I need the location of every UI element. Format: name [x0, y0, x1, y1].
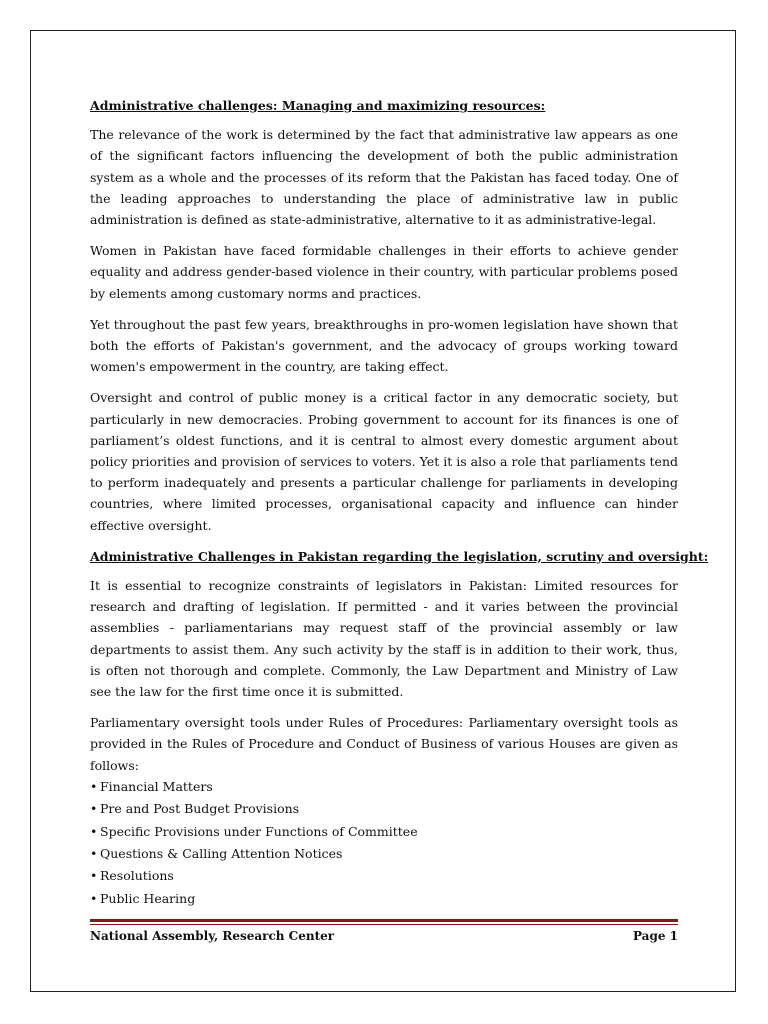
list-item: [90, 798, 678, 819]
list-item: [90, 821, 678, 842]
list-item-text: Specific Provisions under Functions of Committee: [100, 823, 418, 839]
section-heading-resources: Administrative challenges: Managing and maximizing resources:: [90, 98, 546, 113]
section-heading-legislation: Administrative Challenges in Pakistan regarding the legislation, scrutiny and oversight:: [90, 548, 709, 564]
list-item: [90, 776, 678, 797]
oversight-tools-list: [90, 776, 678, 909]
paragraph-relevance: The relevance of the work is determined by the fact that administrative law appears as one of the significant factors influencing the development of both the public administration system as a whole and the processes of its reform that the Pakistan has faced today. One of the leading approaches to understanding the place of administrative law in public administration is defined as state-administrative, alternative to it as administrative-legal.: [90, 127, 678, 228]
footer-rule: [90, 919, 678, 922]
paragraph-women-challenges: Women in Pakistan have faced formidable challenges in their efforts to achieve gender equality and address gender-based violence in their country, with particular problems posed by elements among customary norms and practices.: [90, 243, 678, 301]
bullet-glyph: •: [90, 846, 98, 862]
footer-organization: National Assembly, Research Center: [90, 929, 335, 943]
bullet-glyph: •: [90, 801, 98, 817]
footer-rule-thin: [90, 924, 678, 925]
list-item-text: Questions & Calling Attention Notices: [100, 846, 343, 862]
list-item-text: Financial Matters: [100, 778, 213, 794]
list-item: [90, 865, 678, 886]
list-item: [90, 888, 678, 909]
paragraph-breakthroughs: Yet throughout the past few years, breakthroughs in pro-women legislation have shown that both the efforts of Pakistan's government, and the advocacy of groups working toward women's empowerment in the country, are taking effect.: [90, 316, 678, 375]
list-item-text: Public Hearing: [100, 890, 196, 906]
document-body: [90, 95, 709, 910]
bullet-glyph: •: [90, 890, 98, 906]
bullet-glyph: •: [90, 778, 98, 794]
bullet-glyph: •: [90, 823, 98, 839]
paragraph-oversight-tools: Parliamentary oversight tools under Rules of Procedures: Parliamentary oversight tools as provided in the Rules of Procedure and Conduct of Business of various Houses are given as follows:: [90, 715, 678, 773]
bullet-glyph: •: [90, 868, 98, 884]
list-item-text: Pre and Post Budget Provisions: [100, 801, 300, 817]
list-item: [90, 843, 678, 864]
paragraph-constraints: It is essential to recognize constraints of legislators in Pakistan: Limited resources for research and drafting of legislation. If permitted - and it varies between the provincial assemblies - parliamentarians may request staff of the provincial assembly or law departments to assist them. Any such activity by the staff is in addition to their work, thus, is often not thorough and complete. Commonly, the Law Department and Ministry of Law see the law for the first time once it is submitted.: [90, 578, 678, 700]
list-item-text: Resolutions: [100, 868, 174, 884]
paragraph-oversight-money: Oversight and control of public money is a critical factor in any democratic society, but particularly in new democracies. Probing government to account for its finances is one of parliament’s oldest functions, and it is central to almost every domestic argument about policy priorities and provision of services to voters. Yet it is also a role that parliaments tend to perform inadequately and presents a particular challenge for parliaments in developing countries, where limited processes, organisational capacity and influence can hinder effective oversight.: [90, 390, 678, 533]
page-number: Page 1: [632, 929, 678, 943]
